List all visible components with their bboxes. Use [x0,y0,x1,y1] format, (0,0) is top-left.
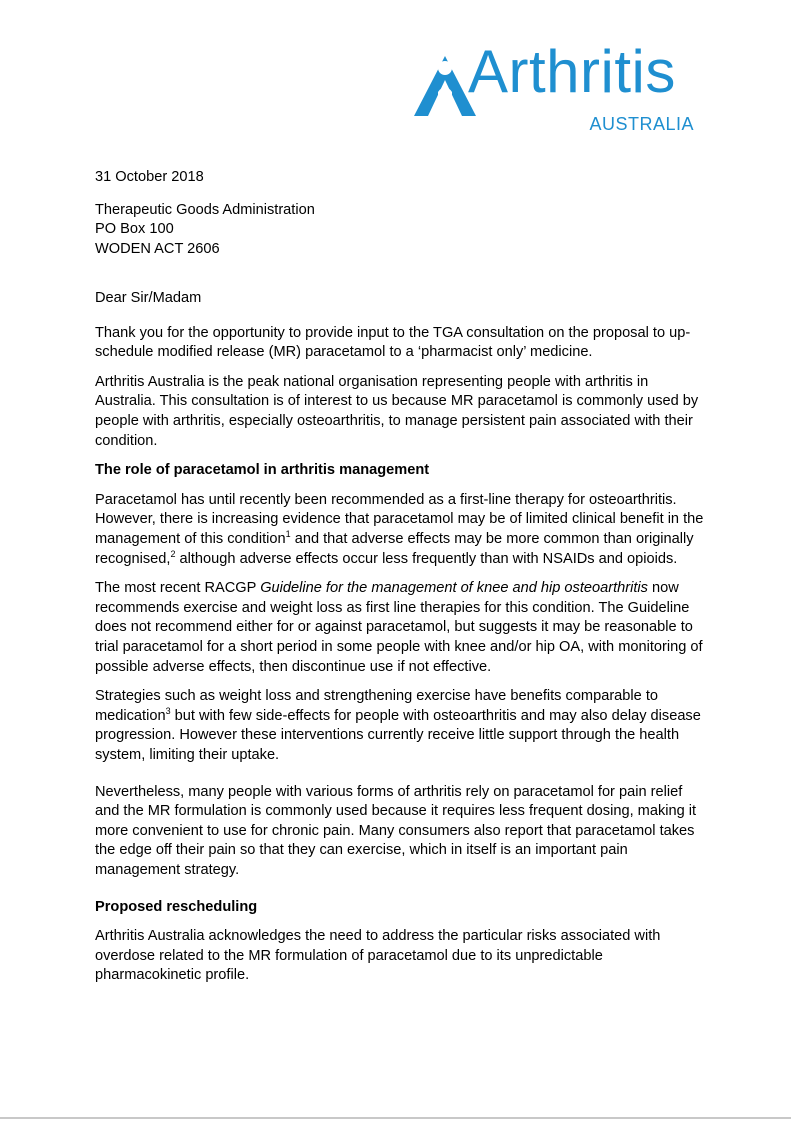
footnote-ref: 1 [285,529,291,540]
text-run: The most recent RACGP [95,580,261,597]
address-line: PO Box 100 [95,221,174,238]
section-heading-role: The role of paracetamol in arthritis management [95,462,430,479]
paragraph-intro: Thank you for the opportunity to provide input to the TGA consultation on the proposal to up-schedule modified release (MR) paracetamol to a ‘pharmacist only’ medicine. [95,324,691,361]
text-run: and that adverse effects may be more common than originally recognised, [95,531,694,567]
guideline-title: Guideline for the management of knee and hip osteoarthritis [260,580,648,597]
arthritis-australia-logo [410,38,700,138]
paragraph-acknowledgement: Arthritis Australia acknowledges the need to address the particular risks associated with overdose related to the MR formulation of paracetamol due to its unpredictable pharmacokinetic profile. [95,928,661,984]
text-run: Strategies such as weight loss and strengthening exercise have benefits comparable to medication [95,688,658,724]
text-run: Paracetamol has until recently been recommended as a first-line therapy for osteoarthritis. However, there is increasing evidence that paracetamol may be of limited clinical benefit in the management of this condition [95,491,704,548]
paragraph-strategies [95,687,705,765]
logo-wordmark: Arthritis [468,38,676,105]
letter-date: 31 October 2018 [95,169,204,185]
page-bottom-divider [0,1117,791,1119]
footnote-ref: 2 [170,548,176,559]
footnote-ref: 3 [165,705,171,716]
salutation: Dear Sir/Madam [95,290,202,307]
paragraph-guideline [95,579,705,677]
text-run: although adverse effects occur less frequently than with NSAIDs and opioids. [175,550,678,567]
logo-tagline: AUSTRALIA [589,114,694,134]
text-run: now recommends exercise and weight loss as first line therapies for this condition. The Guideline does not recommend either for or against paracetamol, but suggests it may be reasonable to trial paracetamol for a short period in some people with knee and/or hip OA, with monitoring of possible adverse effects, then discontinue use if not effective. [95,580,703,675]
text-run: but with few side-effects for people with osteoarthritis and may also delay disease progression. However these interventions currently receive little support through the health system, limiting their uptake. [95,707,701,763]
letter-body [95,168,705,996]
paragraph-reliance: Nevertheless, many people with various forms of arthritis rely on paracetamol for pain relief and the MR formulation is commonly used because it requires less frequent dosing, making it more convenient to use for chronic pain. Many consumers also report that paracetamol takes the edge off their pain so that they can exercise, which in itself is an important pain management strategy. [95,783,697,878]
section-heading-rescheduling: Proposed rescheduling [95,898,258,915]
paragraph-organisation: Arthritis Australia is the peak national organisation representing people with arthritis in Australia. This consultation is of interest to us because MR paracetamol is commonly used by people with arthritis, especially osteoarthritis, to manage persistent pain associated with their condition. [95,373,699,449]
address-line: Therapeutic Goods Administration [95,201,315,218]
recipient-address [95,201,705,260]
paragraph-evidence [95,491,705,569]
address-line: WODEN ACT 2606 [95,240,220,257]
